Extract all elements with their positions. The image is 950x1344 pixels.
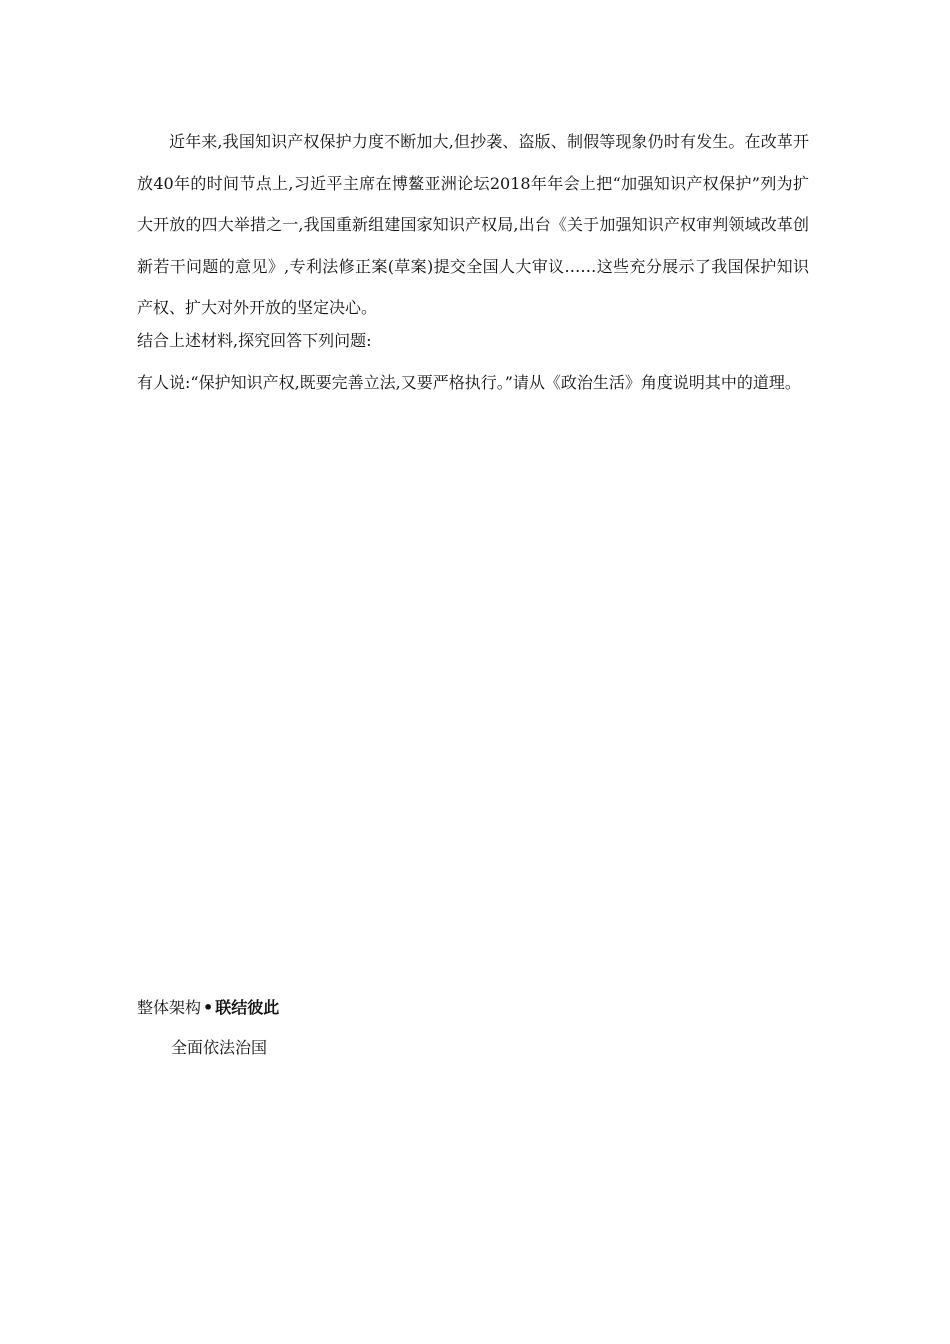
question-text: 有人说:“保护知识产权,既要完善立法,又要严格执行。”请从《政治生活》角度说明其中的道理。: [137, 373, 801, 392]
question-prompt: 结合上述材料,探究回答下列问题:: [137, 331, 372, 350]
section-heading-emphasis: 联结彼此: [215, 998, 280, 1017]
section-heading: [137, 996, 279, 1020]
section-heading-dot: •: [203, 998, 214, 1017]
material-paragraph: 近年来,我国知识产权保护力度不断加大,但抄袭、盗版、制假等现象仍时有发生。在改革开放40年的时间节点上,习近平主席在博鳌亚洲论坛2018年年会上把“加强知识产权保护”列为扩大开放的四大举措之一,我国重新组建国家知识产权局,出台《关于加强知识产权审判领域改革创新若干问题的意见》,专利法修正案(草案)提交全国人大审议……这些充分展示了我国保护知识产权、扩大对外开放的坚定决心。: [137, 132, 809, 317]
section-heading-main: 整体架构: [137, 998, 202, 1017]
section-sub-heading: 全面依法治国: [171, 1038, 268, 1057]
